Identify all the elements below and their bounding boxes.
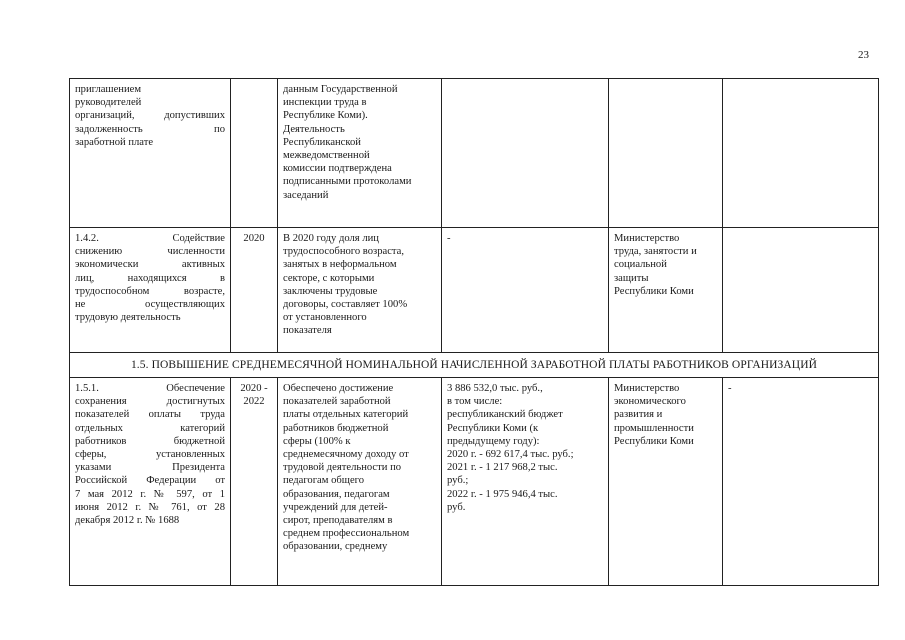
text-line: снижению численности <box>75 246 225 258</box>
section-title: 1.5. ПОВЫШЕНИЕ СРЕДНЕМЕСЯЧНОЙ НОМИНАЛЬНОЙ НАЧИСЛЕННОЙ ЗАРАБОТНОЙ ПЛАТЫ РАБОТНИКОВ ОРГАНИЗАЦИЙ <box>130 359 818 371</box>
text-line: указами Президента <box>75 462 225 474</box>
text-line: руб.; <box>447 475 469 487</box>
text-line: данным Государственной <box>283 84 398 95</box>
text-line: приглашением <box>75 84 142 95</box>
table-row <box>70 228 878 353</box>
section-header-row <box>70 353 878 378</box>
table-row <box>70 79 878 228</box>
note-cell <box>722 228 878 352</box>
text-line: 2020 г. - 692 617,4 тыс. руб.; <box>447 449 574 461</box>
measure-name-cell <box>70 228 230 352</box>
text-line: показателя <box>283 325 332 337</box>
measures-table <box>69 78 879 586</box>
text-line: сирот, преподавателям в <box>283 515 393 527</box>
text-line: экономически активных <box>75 259 225 271</box>
text-line: платы отдельных категорий <box>283 409 409 421</box>
text-line: показателей заработной <box>283 396 391 408</box>
text-line: защиты <box>614 272 649 284</box>
text-line: 2022 <box>243 396 265 408</box>
text-line: образовании, среднему <box>283 541 388 553</box>
text-line: Министерство <box>614 233 680 244</box>
note-cell: - <box>722 378 878 585</box>
text-line: развития и <box>614 409 663 421</box>
text-line: подписанными протоколами <box>283 176 412 188</box>
text-line: заключены трудовые <box>283 285 378 297</box>
executor-cell <box>608 228 722 352</box>
text-line: В 2020 году доля лиц <box>283 233 379 244</box>
text-line: Республиканской <box>283 136 361 148</box>
text-line: среднемесячному доходу от <box>283 449 409 461</box>
text-line: секторе, с которыми <box>283 272 375 284</box>
text-line: социальной <box>614 259 667 271</box>
note-cell <box>722 79 878 227</box>
text-line: 1.4.2. Содействие <box>75 233 225 244</box>
year-cell: 2020 <box>230 228 277 352</box>
text-line: предыдущему году): <box>447 435 540 447</box>
year-cell <box>230 79 277 227</box>
funding-cell <box>441 378 608 585</box>
text-line: труда, занятости и <box>614 246 697 258</box>
text-line: трудовой деятельности по <box>283 462 402 474</box>
text-line: инспекции труда в <box>283 97 367 109</box>
text-line: экономического <box>614 396 686 408</box>
text-line: промышленности <box>614 422 694 434</box>
text-line: в том числе: <box>447 396 503 408</box>
text-line: трудоспособном возрасте, <box>75 285 225 297</box>
text-line: 7 мая 2012 г. № 597, от 1 <box>75 488 225 500</box>
text-line: 2021 г. - 1 217 968,2 тыс. <box>447 462 558 474</box>
text-line: сферы, установленных <box>75 449 225 461</box>
text-line: Министерство <box>614 383 680 394</box>
year-cell <box>230 378 277 585</box>
text-line: педагогам общего <box>283 475 365 487</box>
result-cell <box>277 79 441 227</box>
text-line: 1.5.1. Обеспечение <box>75 383 225 394</box>
text-line: работников бюджетной <box>283 422 389 434</box>
text-line: межведомственной <box>283 150 370 162</box>
text-line: организаций, допустивших <box>75 110 225 122</box>
text-line: показателей оплаты труда <box>75 409 225 421</box>
text-line: среднем профессиональном <box>283 528 410 540</box>
executor-cell <box>608 79 722 227</box>
funding-cell: - <box>441 228 608 352</box>
result-cell <box>277 378 441 585</box>
text-line: 2022 г. - 1 975 946,4 тыс. <box>447 488 558 500</box>
text-line: республиканский бюджет <box>447 409 563 421</box>
result-cell <box>277 228 441 352</box>
text-line: июня 2012 г. № 761, от 28 <box>75 501 225 513</box>
text-line: Республики Коми (к <box>447 422 539 434</box>
text-line: лиц, находящихся в <box>75 272 225 284</box>
text-line: договоры, составляет 100% <box>283 299 408 311</box>
text-line: сохранения достигнутых <box>75 396 225 408</box>
text-line: Республике Коми). <box>283 110 368 122</box>
measure-name-cell <box>70 378 230 585</box>
text-line: учреждений для детей- <box>283 501 388 513</box>
text-line: образования, педагогам <box>283 488 390 500</box>
text-line: Республики Коми <box>614 435 694 447</box>
text-line: комиссии подтверждена <box>283 163 392 175</box>
funding-cell <box>441 79 608 227</box>
text-line: Деятельность <box>283 123 345 135</box>
text-line: занятых в неформальном <box>283 259 397 271</box>
text-line: Республики Коми <box>614 285 694 297</box>
table-row <box>70 378 878 585</box>
text-line: Российской Федерации от <box>75 475 225 487</box>
text-line: задолженность по <box>75 123 225 135</box>
text-line: заработной плате <box>75 136 154 148</box>
text-line: Обеспечено достижение <box>283 383 394 394</box>
text-line: 2020 - <box>240 383 268 394</box>
text-line: работников бюджетной <box>75 435 225 447</box>
text-line: руководителей <box>75 97 142 109</box>
text-line: от установленного <box>283 312 367 324</box>
text-line: трудовую деятельность <box>75 312 181 324</box>
text-line: декабря 2012 г. № 1688 <box>75 515 180 527</box>
text-line: трудоспособного возраста, <box>283 246 405 258</box>
measure-name-cell <box>70 79 230 227</box>
text-line: заседаний <box>283 189 329 201</box>
text-line: не осуществляющих <box>75 299 225 311</box>
text-line: сферы (100% к <box>283 435 351 447</box>
text-line: 3 886 532,0 тыс. руб., <box>447 383 543 394</box>
executor-cell <box>608 378 722 585</box>
page-number: 23 <box>858 49 869 61</box>
text-line: руб. <box>447 501 466 513</box>
text-line: отдельных категорий <box>75 422 225 434</box>
